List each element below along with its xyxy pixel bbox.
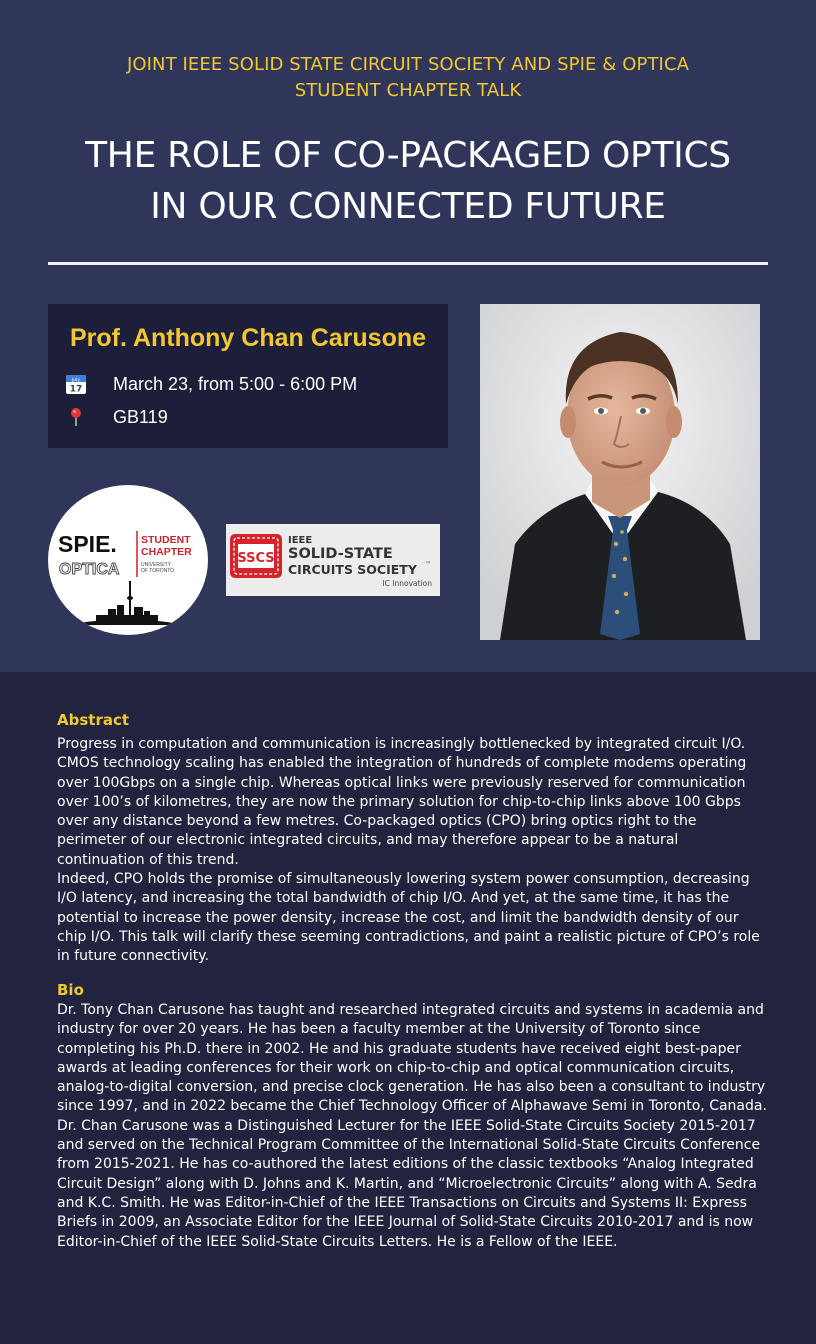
spie-wordmark: SPIE. bbox=[58, 531, 117, 557]
talk-title bbox=[0, 130, 816, 232]
ieee-line-2: SOLID-STATE bbox=[288, 546, 393, 562]
ieee-sscs-logo bbox=[226, 524, 440, 596]
event-location: GB119 bbox=[113, 406, 168, 427]
calendar-month: July bbox=[71, 378, 81, 383]
abstract-body bbox=[57, 735, 767, 967]
title-line-1: THE ROLE OF CO-PACKAGED OPTICS bbox=[85, 135, 731, 176]
title-divider bbox=[48, 262, 768, 265]
abstract-heading: Abstract bbox=[57, 711, 130, 729]
optica-wordmark: OPTICA bbox=[59, 561, 120, 578]
speaker-photo bbox=[480, 304, 760, 640]
bio-paragraph-2: Dr. Chan Carusone was a Distinguished Lecturer for the IEEE Solid-State Circuits Society 2015-2017 and served on the Technical Program Committee of the International Solid-State Circuits Conference from 2015-2021. He has co-authored the latest editions of the classic textbooks “Analog Integrated Circuit Design” along with D. Johns and K. Martin, and “Microelectronic Circuits” along with A. Sedra and K.C. Smith. He was Editor-in-Chief of the IEEE Transactions on Circuits and Systems II: Express Briefs in 2009, an Associate Editor for the IEEE Journal of Solid-State Circuits 2010-2017 and is now Editor-in-Chief of the IEEE Solid-State Circuits Letters. He is a Fellow of the IEEE. bbox=[57, 1117, 761, 1250]
event-date-time: March 23, from 5:00 - 6:00 PM bbox=[113, 373, 358, 394]
ieee-trademark: ™ bbox=[425, 561, 431, 568]
calendar-day: 17 bbox=[69, 384, 83, 395]
event-info-box bbox=[48, 304, 448, 448]
bio-body bbox=[57, 1001, 767, 1252]
event-subtitle bbox=[0, 52, 816, 104]
sscs-badge-text: SSCS bbox=[237, 551, 275, 566]
ieee-line-3: CIRCUITS SOCIETY bbox=[288, 562, 417, 577]
map-pin-icon bbox=[65, 406, 87, 428]
ieee-tagline: IC Innovation bbox=[382, 579, 432, 588]
speaker-name: Prof. Anthony Chan Carusone bbox=[69, 324, 427, 352]
chapter-line-1: STUDENT bbox=[141, 534, 191, 546]
bio-heading: Bio bbox=[57, 981, 84, 999]
abstract-paragraph-1: Progress in computation and communication is increasingly bottlenecked by integrated circuit I/O. CMOS technology scaling has enabled the integration of hundreds of complete modems operating over 100Gbps on a single chip. Whereas optical links were previously reserved for communication over 100’s of kilometres, they are now the primary solution for chip-to-chip links above 100 Gbps over any distance beyond a few metres. Co-packaged optics (CPO) bring optics right to the perimeter of our electronic integrated circuits, and may therefore appear to be a natural continuation of this trend. bbox=[57, 736, 747, 868]
university-line-2: OF TORONTO bbox=[141, 568, 175, 574]
bio-paragraph-1: Dr. Tony Chan Carusone has taught and researched integrated circuits and systems in academia and industry for over 20 years. He has been a faculty member at the University of Toronto since completing his Ph.D. there in 2002. He and his graduate students have received eight best-paper awards at leading conferences for their work on chip-to-chip and optical communication circuits, analog-to-digital conversion, and precise clock generation. He has also been a consultant to industry since 1997, and in 2022 became the Chief Technology Officer of Alphawave Semi in Toronto, Canada. bbox=[57, 1002, 767, 1115]
toronto-skyline-icon bbox=[78, 581, 174, 625]
title-line-2: IN OUR CONNECTED FUTURE bbox=[150, 186, 666, 227]
abstract-paragraph-2: Indeed, CPO holds the promise of simultaneously lowering system power consumption, decreasing I/O latency, and increasing the total bandwidth of chip I/O. And yet, at the same time, it has the potential to increase the power density, increase the cost, and limit the bandwidth density of our chip I/O. This talk will clarify these seeming contradictions, and paint a realistic picture of CPO’s role in future connectivity. bbox=[57, 871, 760, 965]
university-line-1: UNIVERSITY bbox=[141, 562, 172, 568]
location-row bbox=[65, 405, 168, 429]
subtitle-line-1: JOINT IEEE SOLID STATE CIRCUIT SOCIETY AND SPIE & OPTICA bbox=[126, 54, 690, 75]
ieee-line-1: IEEE bbox=[288, 535, 313, 546]
spie-optica-student-chapter-logo bbox=[48, 485, 208, 635]
calendar-icon bbox=[65, 373, 87, 395]
chapter-line-2: CHAPTER bbox=[141, 546, 192, 558]
subtitle-line-2: STUDENT CHAPTER TALK bbox=[294, 80, 522, 101]
date-row bbox=[65, 372, 357, 396]
